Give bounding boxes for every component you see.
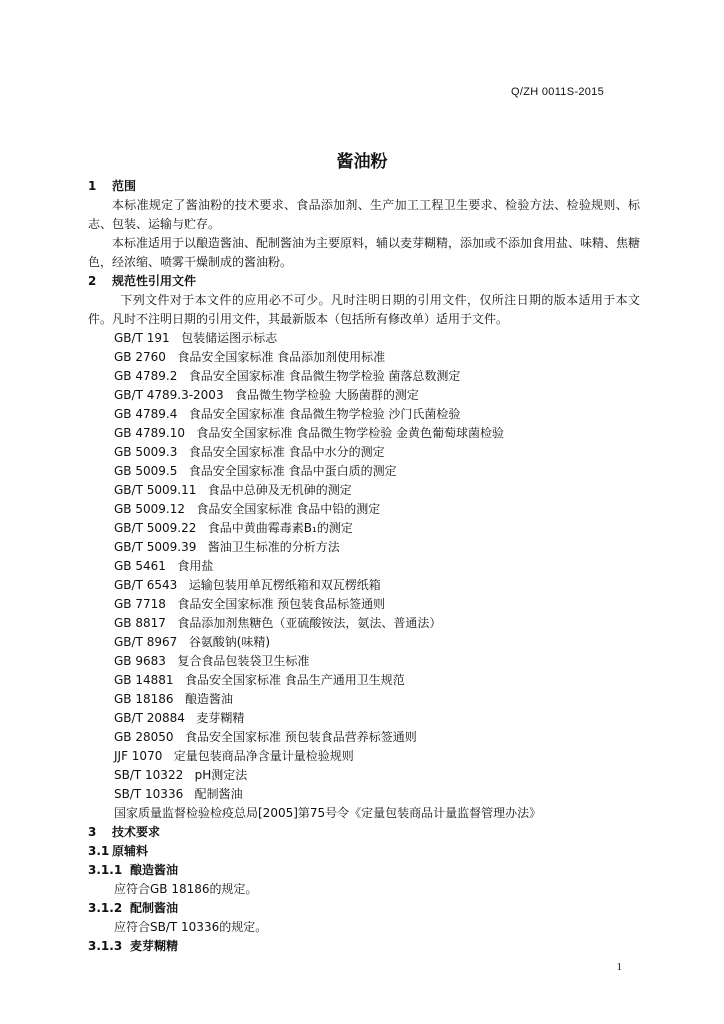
section-1-heading (88, 177, 640, 196)
section-title: 酿造酱油 (130, 863, 179, 877)
reference-item: GB 5009.3 食品安全国家标准 食品中水分的测定 (114, 445, 385, 459)
scope-paragraph-1: 本标准规定了酱油粉的技术要求、食品添加剂、生产加工工程卫生要求、检验方法、检验规则、标志、包装、运输与贮存。 (88, 198, 640, 231)
section-title: 规范性引用文件 (112, 274, 197, 288)
reference-item: GB/T 20884 麦芽糊精 (114, 711, 245, 725)
reference-item: GB/T 191 包装储运图示标志 (114, 331, 278, 345)
reference-item: GB 4789.10 食品安全国家标准 食品微生物学检验 金黄色葡萄球菌检验 (114, 426, 505, 440)
reference-item: GB 5461 食用盐 (114, 559, 214, 573)
section-number: 1 (88, 179, 97, 193)
reference-item: SB/T 10336 配制酱油 (114, 787, 243, 801)
section-number: 3.1.2 (88, 901, 123, 915)
standard-number: Q/ZH 0011S-2015 (511, 86, 604, 98)
section-3-heading (88, 823, 640, 842)
section-3-1-2-heading (88, 899, 640, 918)
section-number: 2 (88, 274, 97, 288)
section-2-heading (88, 272, 640, 291)
section-number: 3.1 (88, 844, 110, 858)
section-3-1-1-text: 应符合GB 18186的规定。 (114, 882, 258, 896)
reference-item: GB 14881 食品安全国家标准 食品生产通用卫生规范 (114, 673, 405, 687)
reference-item: GB 28050 食品安全国家标准 预包装食品营养标签通则 (114, 730, 417, 744)
reference-item: GB 7718 食品安全国家标准 预包装食品标签通则 (114, 597, 386, 611)
reference-item: GB 2760 食品安全国家标准 食品添加剂使用标准 (114, 350, 386, 364)
section-title: 技术要求 (112, 825, 161, 839)
section-title: 范围 (112, 179, 137, 193)
reference-item: GB/T 5009.11 食品中总砷及无机砷的测定 (114, 483, 352, 497)
reference-item: GB 5009.5 食品安全国家标准 食品中蛋白质的测定 (114, 464, 397, 478)
reference-item: GB/T 5009.39 酱油卫生标准的分析方法 (114, 540, 340, 554)
scope-paragraph-2: 本标准适用于以酿造酱油、配制酱油为主要原料，辅以麦芽糊精，添加或不添加食用盐、味精、焦糖色，经浓缩、喷雾干燥制成的酱油粉。 (88, 236, 641, 269)
reference-item: GB 8817 食品添加剂焦糖色（亚硫酸铵法，氨法、普通法） (114, 616, 442, 630)
document-title: 酱油粉 (336, 152, 388, 172)
reference-item: SB/T 10322 pH测定法 (114, 768, 248, 782)
section-number: 3.1.3 (88, 939, 123, 953)
reference-item: 国家质量监督检验检疫总局[2005]第75号令《定量包装商品计量监督管理办法》 (114, 806, 542, 820)
section-number: 3 (88, 825, 97, 839)
reference-item: GB 4789.4 食品安全国家标准 食品微生物学检验 沙门氏菌检验 (114, 407, 461, 421)
page-number: 1 (616, 961, 622, 973)
section-3-1-1-heading (88, 861, 640, 880)
reference-item: GB/T 8967 谷氨酸钠(味精) (114, 635, 271, 649)
reference-item: GB 18186 酿造酱油 (114, 692, 233, 706)
reference-item: GB/T 4789.3-2003 食品微生物学检验 大肠菌群的测定 (114, 388, 419, 402)
section-3-1-3-heading (88, 937, 640, 956)
document-body (88, 177, 640, 956)
section-3-1-heading (88, 842, 640, 861)
section-3-1-2-text: 应符合SB/T 10336的规定。 (114, 920, 268, 934)
reference-item: JJF 1070 定量包装商品净含量计量检验规则 (114, 749, 354, 763)
reference-item: GB/T 5009.22 食品中黄曲霉毒素B₁的测定 (114, 521, 353, 535)
section-title: 配制酱油 (130, 901, 179, 915)
section-title: 麦芽糊精 (130, 939, 179, 953)
reference-item: GB/T 6543 运输包装用单瓦楞纸箱和双瓦楞纸箱 (114, 578, 381, 592)
references-intro: 下列文件对于本文件的应用必不可少。凡时注明日期的引用文件，仅所注日期的版本适用于本文件。凡时不注明日期的引用文件，其最新版本（包括所有修改单）适用于文件。 (88, 293, 640, 326)
section-title: 原辅料 (112, 844, 149, 858)
reference-list (88, 329, 640, 823)
reference-item: GB 4789.2 食品安全国家标准 食品微生物学检验 菌落总数测定 (114, 369, 461, 383)
reference-item: GB 9683 复合食品包装袋卫生标准 (114, 654, 310, 668)
reference-item: GB 5009.12 食品安全国家标准 食品中铅的测定 (114, 502, 381, 516)
section-number: 3.1.1 (88, 863, 123, 877)
